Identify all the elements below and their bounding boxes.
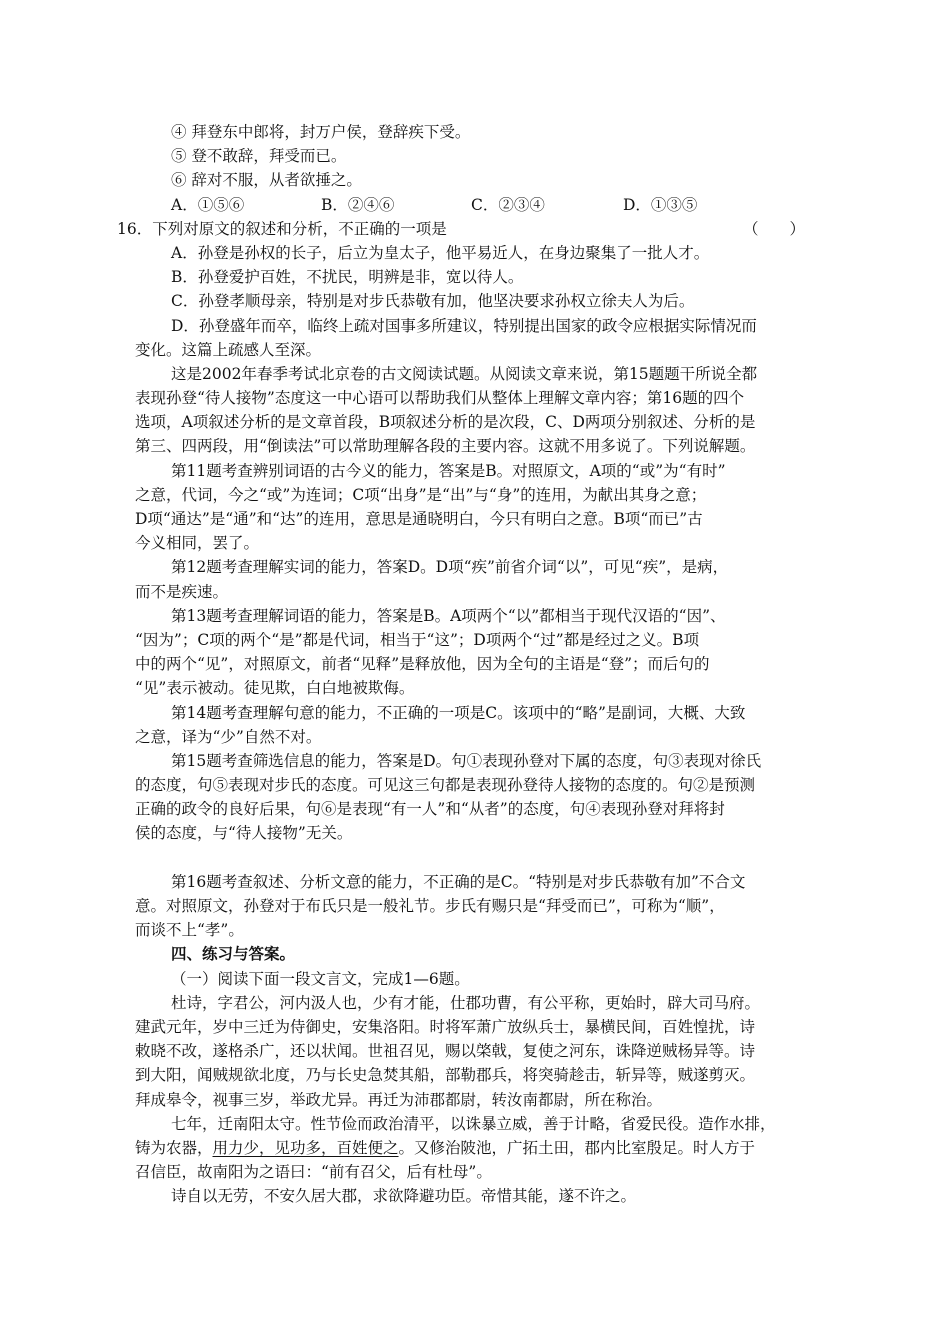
analysis-line: 表现孙登“待人接物”态度这一中心语可以帮助我们从整体上理解文章内容；第16题的四个	[135, 389, 745, 408]
passage-para-1	[135, 991, 835, 1112]
analysis-line: 第11题考查辨别词语的古今义的能力，答案是B。对照原文，A项的“或”为“有时”	[171, 461, 726, 480]
q16-stem	[117, 217, 835, 241]
analysis-q12	[135, 555, 835, 603]
q16-option-b: B．孙登爱护百姓，不扰民，明辨是非，宽以待人。	[171, 268, 524, 287]
analysis-line: 而不是疾速。	[135, 582, 229, 601]
analysis-line: 选项，A项叙述分析的是文章首段，B项叙述分析的是次段，C、D两项分别叙述、分析的是	[135, 413, 756, 432]
q15-option-a: A．①⑤⑥	[171, 195, 245, 214]
analysis-line: 今义相同，罢了。	[135, 534, 260, 553]
q15-option-c: C．②③④	[471, 195, 545, 214]
analysis-line: 而谈不上“孝”。	[135, 921, 244, 940]
analysis-q15	[135, 749, 835, 870]
q16-option-a: A．孙登是孙权的长子，后立为皇太子，他平易近人，在身边聚集了一批人才。	[171, 243, 710, 262]
passage-para-3: 诗自以无劳，不安久居大郡，求欲降避功臣。帝惜其能，遂不许之。	[171, 1187, 637, 1206]
analysis-q13	[135, 604, 835, 701]
passage-line: 拜成皋令，视事三岁，举政尤异。再迁为沛郡都尉，转汝南都尉，所在称治。	[135, 1090, 663, 1109]
q16-stem-text: 16．下列对原文的叙述和分析，不正确的一项是	[117, 219, 447, 238]
passage-line: 召信臣，故南阳为之语曰：“前有召父，后有杜母”。	[135, 1163, 492, 1182]
q15-options	[135, 193, 835, 217]
analysis-line: 第12题考查理解实词的能力，答案D。D项“疾”前省介词“以”，可见“疾”，是病，	[171, 558, 729, 577]
analysis-line: D项“通达”是“通”和“达”的连用，意思是通晓明白，今只有明白之意。B项“而已”古	[135, 510, 703, 528]
q16-answer-paren: （ ）	[742, 219, 805, 238]
item-5: ⑤ 登不敢辞，拜受而已。	[171, 147, 347, 166]
passage-line	[135, 1136, 835, 1160]
analysis-line: 第13题考查理解词语的能力，答案是B。A项两个“以”都相当于现代汉语的“因”、	[171, 606, 726, 625]
q16-option-d-line2: 变化。这篇上疏感人至深。	[135, 340, 322, 359]
analysis-line: 第三、四两段，用“倒读法”可以常助理解各段的主要内容。这就不用多说了。下列说解题。	[135, 437, 756, 456]
analysis-q16	[135, 870, 835, 943]
passage-line: 七年，迁南阳太守。性节俭而政治清平，以诛暴立威，善于计略，省爱民役。造作水排，	[171, 1114, 776, 1133]
passage-line: 建武元年，岁中三迁为侍御史，安集洛阳。时将军萧广放纵兵士，暴横民间，百姓惶扰，诗	[135, 1017, 756, 1036]
analysis-para-1	[135, 362, 835, 459]
analysis-line: 之意，代词，今之“或”为连词；C项“出身”是“出”与“身”的连用，为献出其身之意；	[135, 485, 707, 504]
analysis-line: 中的两个“见”，对照原文，前者“见释”是释放他，因为全句的主语是“登”；而后句的	[135, 655, 710, 674]
analysis-line: 意。对照原文，孙登对于布氏只是一般礼节。步氏有赐只是“拜受而已”，可称为“顺”，	[135, 897, 725, 915]
passage-para-2	[135, 1112, 835, 1185]
analysis-line: 第15题考查筛选信息的能力，答案是D。句①表现孙登对下属的态度，句③表现对徐氏	[171, 751, 762, 770]
item-6: ⑥ 辞对不服，从者欲捶之。	[171, 171, 362, 190]
passage-text: 铸为农器，	[135, 1138, 213, 1157]
analysis-line: 正确的政令的良好后果，句⑥是表现“有一人”和“从者”的态度，句④表现孙登对拜将封	[135, 800, 725, 819]
q16-option-c: C．孙登孝顺母亲，特别是对步氏恭敬有加，他坚决要求孙权立徐夫人为后。	[171, 292, 695, 311]
passage-line: 杜诗，字君公，河内汲人也，少有才能，仕郡功曹，有公平称，更始时，辟大司马府。	[171, 993, 761, 1012]
analysis-line: 的态度，句⑤表现对步氏的态度。可见这三句都是表现孙登待人接物的态度的。句②是预测	[135, 776, 756, 795]
q16-option-d-line1: D．孙登盛年而卒，临终上疏对国事多所建议，特别提出国家的政令应根据实际情况而	[171, 316, 757, 335]
section-title: 四、练习与答案。	[171, 944, 296, 964]
underlined-sentence: 用力少，见功多，百姓便之	[212, 1138, 399, 1157]
analysis-line: “因为”；C项的两个“是”都是代词，相当于“这”；D项两个“过”都是经过之义。B项	[135, 630, 700, 649]
analysis-line: 第14题考查理解句意的能力，不正确的一项是C。该项中的“略”是副词，大概、大致	[171, 703, 746, 722]
passage-text: 。又修治陂池，广拓土田，郡内比室殷足。时人方于	[398, 1138, 756, 1157]
item-4: ④ 拜登东中郎将，封万户侯，登辞疾下受。	[171, 123, 471, 141]
passage-line: 到大阳，闻贼规欲北度，乃与长史急焚其船，部勒郡兵，将突骑趁击，斩异等，贼遂剪灭。	[135, 1066, 756, 1085]
analysis-line: 这是2002年春季考试北京卷的古文阅读试题。从阅读文章来说，第15题题干所说全都	[171, 364, 758, 383]
analysis-line: 侯的态度，与“待人接物”无关。	[135, 824, 353, 843]
analysis-line	[135, 846, 835, 870]
passage-line: 敕晓不改，遂格杀广，还以状闻。世祖召见，赐以棨戟，复使之河东，诛降逆贼杨异等。诗	[135, 1042, 756, 1061]
analysis-q11	[135, 459, 835, 556]
document-body	[117, 120, 835, 1208]
q15-option-b: B．②④⑥	[321, 195, 395, 214]
analysis-line: “见”表示被动。徒见欺，白白地被欺侮。	[135, 679, 415, 698]
analysis-line: 第16题考查叙述、分析文意的能力，不正确的是C。“特别是对步氏恭敬有加”不合文	[171, 872, 746, 891]
exercise-intro: （一）阅读下面一段文言文，完成1—6题。	[171, 969, 470, 988]
analysis-line: 之意，译为“少”自然不对。	[135, 727, 322, 746]
q15-option-d: D．①③⑤	[623, 195, 698, 214]
analysis-q14	[135, 701, 835, 749]
